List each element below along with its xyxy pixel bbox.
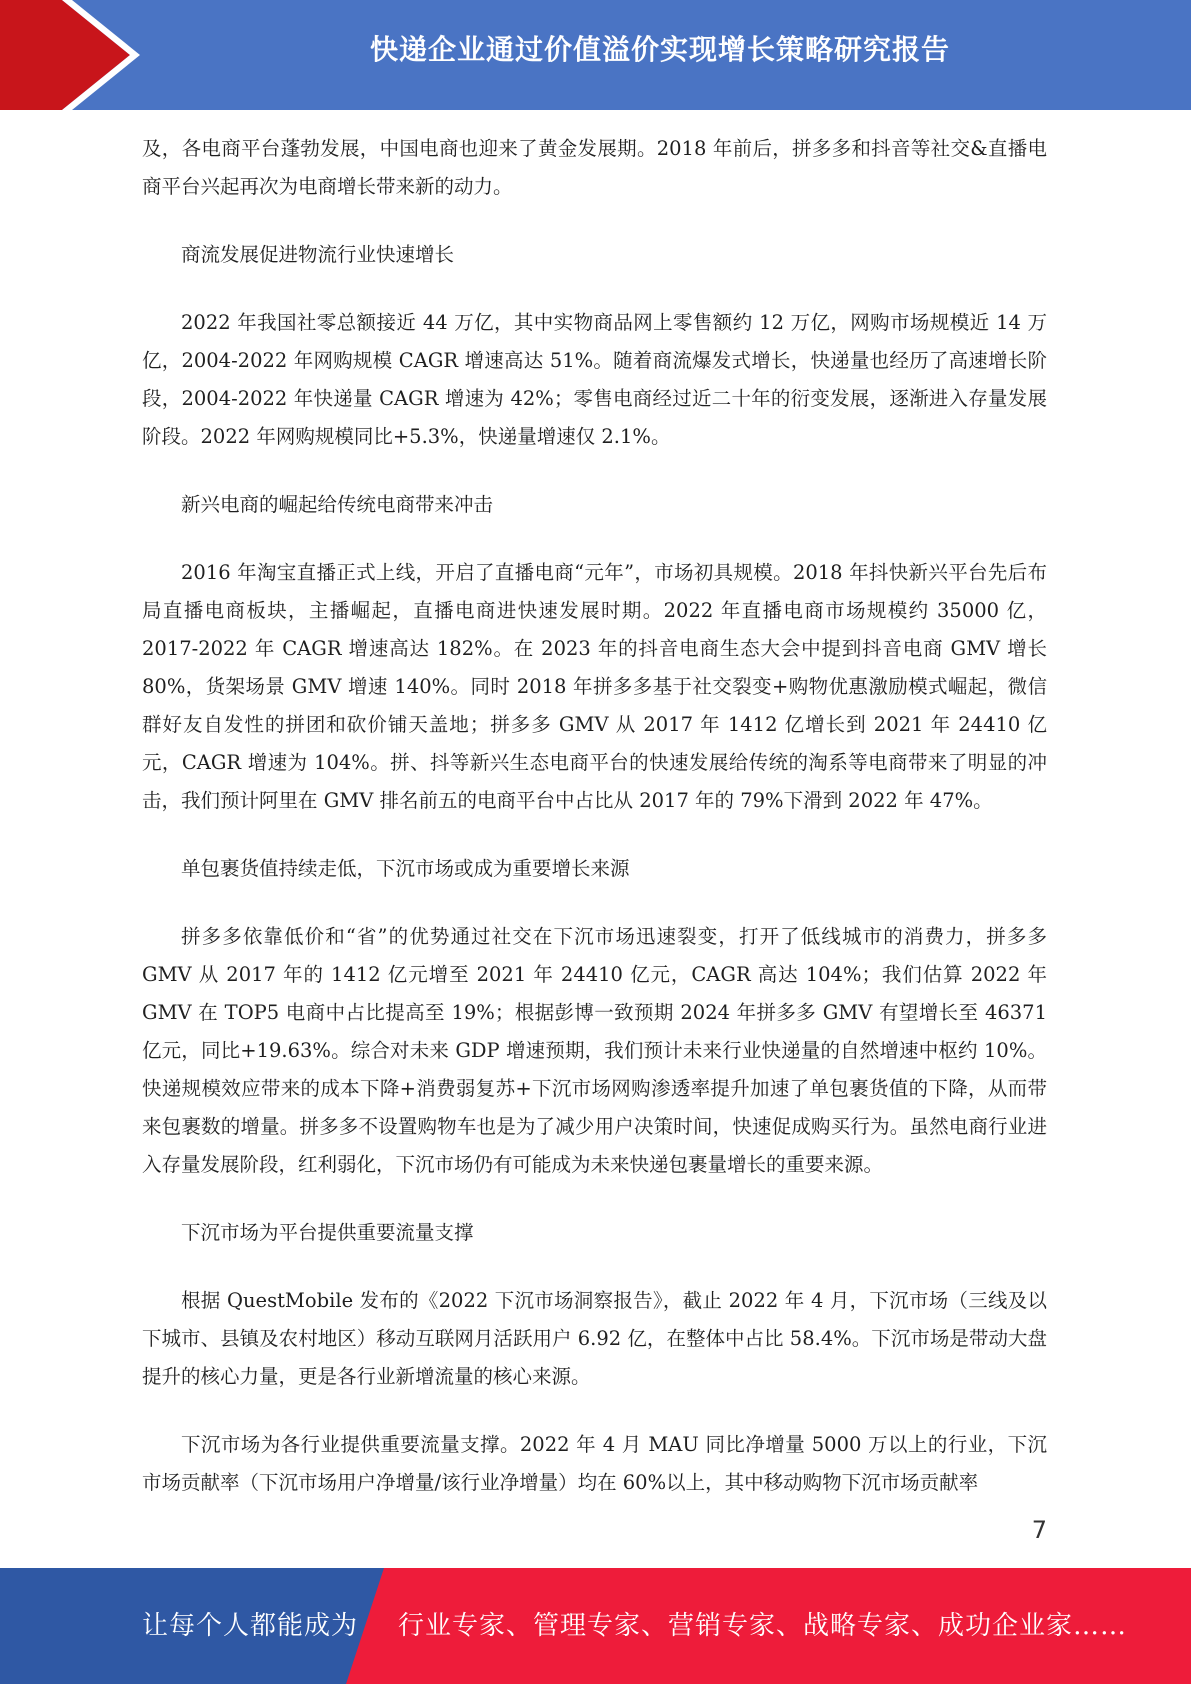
section-heading-parcel-value: 单包裹货值持续走低，下沉市场或成为重要增长来源 — [181, 857, 630, 880]
section-heading-lower-tier-traffic: 下沉市场为平台提供重要流量支撑 — [181, 1221, 474, 1244]
intro-paragraph: 及，各电商平台蓬勃发展，中国电商也迎来了黄金发展期。2018 年前后，拼多多和抖音等社交&直播电商平台兴起再次为电商增长带来新的动力。 — [142, 137, 1047, 198]
paragraph-pinduoduo: 拼多多依靠低价和“省”的优势通过社交在下沉市场迅速裂变，打开了低线城市的消费力，拼多多 GMV 从 2017 年的 1412 亿元增至 2021 年 24410 亿元，CAGR 高达 104%；我们估算 2022 年 GMV 在 TOP5 电商中占比提高至 19%；根据彭博一致预期 2024 年拼多多 GMV 有望增长至 46371 亿元，同比+19.63%。综合对未来 GDP 增速预期，我们预计未来行业快递量的自然增速中枢约 10%。快递规模效应带来的成本下降+消费弱复苏+下沉市场网购渗透率提升加速了单包裹货值的下降，从而带来包裹数的增量。拼多多不设置购物车也是为了减少用户决策时间，快速促成购买行为。虽然电商行业进入存量发展阶段，红利弱化，下沉市场仍有可能成为未来快递包裹量增长的重要来源。 — [142, 925, 1047, 1176]
document-body — [142, 130, 1047, 1502]
paragraph-mau-contribution: 下沉市场为各行业提供重要流量支撑。2022 年 4 月 MAU 同比净增量 5000 万以上的行业，下沉市场贡献率（下沉市场用户净增量/该行业净增量）均在 60%以上，其中移动购物下沉市场贡献率 — [142, 1433, 1048, 1494]
footer-slogan-left: 让每个人都能成为 — [142, 1611, 359, 1641]
footer-slogan-right: 行业专家、管理专家、营销专家、战略专家、成功企业家…… — [398, 1611, 1128, 1641]
page-footer — [0, 1568, 1191, 1684]
report-title: 快递企业通过价值溢价实现增长策略研究报告 — [369, 33, 950, 66]
section-heading-logistics-growth: 商流发展促进物流行业快速增长 — [181, 243, 455, 266]
section-heading-new-ecommerce: 新兴电商的崛起给传统电商带来冲击 — [181, 493, 494, 516]
paragraph-questmobile: 根据 QuestMobile 发布的《2022 下沉市场洞察报告》，截止 2022 年 4 月，下沉市场（三线及以下城市、县镇及农村地区）移动互联网月活跃用户 6.92 亿，在整体中占比 58.4%。下沉市场是带动大盘提升的核心力量，更是各行业新增流量的核心来源。 — [142, 1289, 1047, 1388]
page-number: 7 — [1031, 1516, 1047, 1544]
page-header — [0, 0, 1191, 110]
header-arrow-decoration — [0, 0, 160, 110]
paragraph-live-ecommerce: 2016 年淘宝直播正式上线，开启了直播电商“元年”，市场初具规模。2018 年抖快新兴平台先后布局直播电商板块，主播崛起，直播电商进快速发展时期。2022 年直播电商市场规模约 35000 亿，2017-2022 年 CAGR 增速高达 182%。在 2023 年的抖音电商生态大会中提到抖音电商 GMV 增长 80%，货架场景 GMV 增速 140%。同时 2018 年拼多多基于社交裂变+购物优惠激励模式崛起，微信群好友自发性的拼团和砍价铺天盖地；拼多多 GMV 从 2017 年 1412 亿增长到 2021 年 24410 亿元，CAGR 增速为 104%。拼、抖等新兴生态电商平台的快速发展给传统的淘系等电商带来了明显的冲击，我们预计阿里在 GMV 排名前五的电商平台中占比从 2017 年的 79%下滑到 2022 年 47%。 — [142, 561, 1047, 812]
paragraph-online-retail: 2022 年我国社零总额接近 44 万亿，其中实物商品网上零售额约 12 万亿，网购市场规模近 14 万亿，2004-2022 年网购规模 CAGR 增速高达 51%。随着商流爆发式增长，快递量也经历了高速增长阶段，2004-2022 年快递量 CAGR 增速为 42%；零售电商经过近二十年的衍变发展，逐渐进入存量发展阶段。2022 年网购规模同比+5.3%，快递量增速仅 2.1%。 — [142, 311, 1047, 448]
